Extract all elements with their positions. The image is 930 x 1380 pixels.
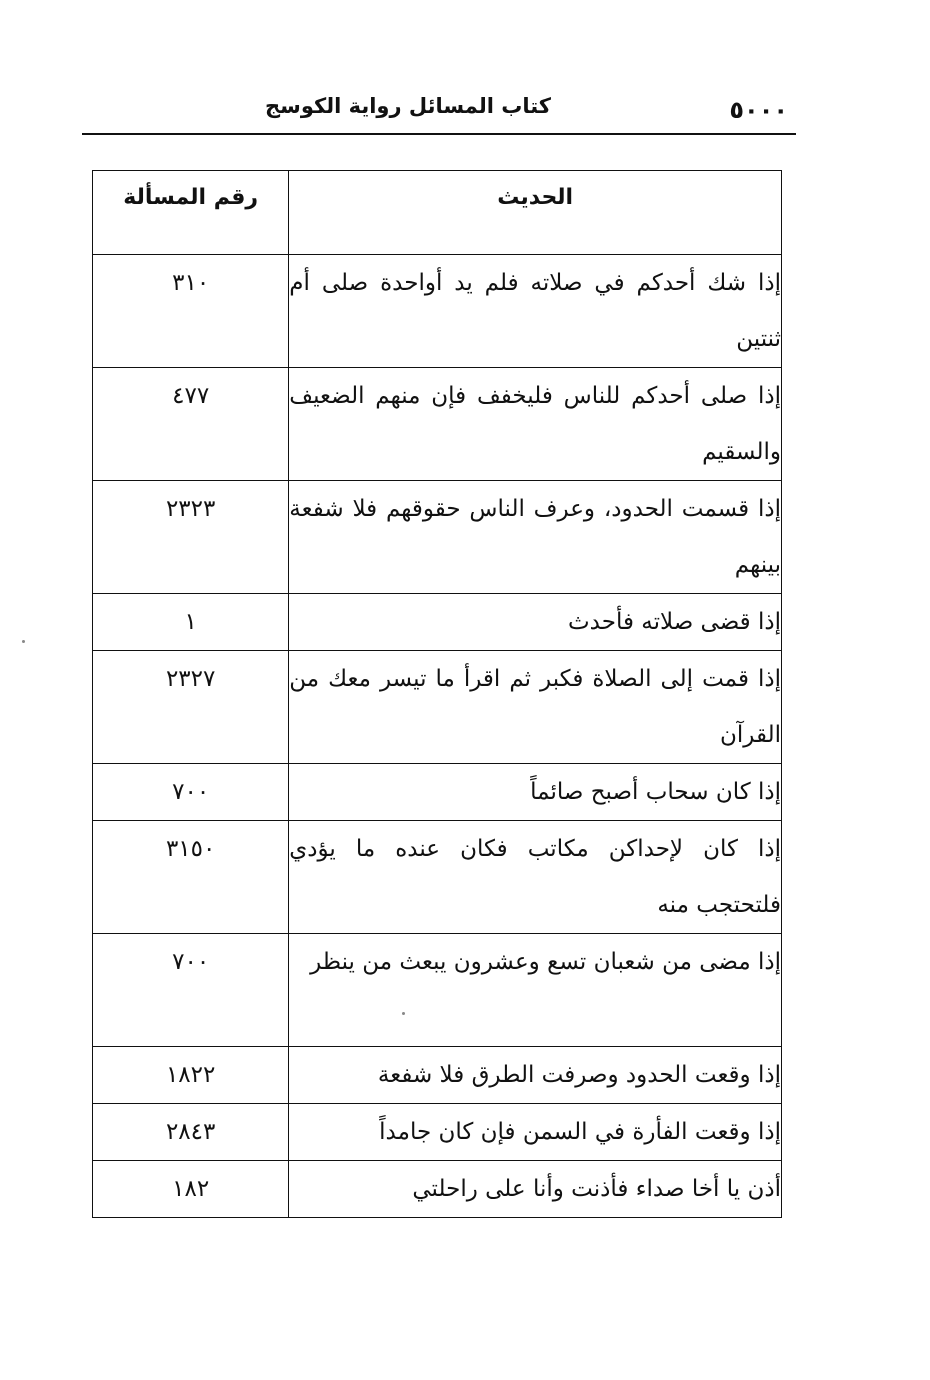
column-header-hadith: الحديث [289, 171, 782, 255]
hadith-text-cell: إذا قمت إلى الصلاة فكبر ثم اقرأ ما تيسر معك من القرآن [289, 651, 782, 764]
header-rule [82, 133, 796, 135]
running-header [82, 88, 796, 132]
hadith-text-cell: أذن يا أخا صداء فأذنت وأنا على راحلتي [289, 1161, 782, 1218]
hadith-text-cell: إذا مضى من شعبان تسع وعشرون يبعث من ينظر [289, 934, 782, 1047]
scan-speck [402, 1012, 405, 1015]
hadith-text-cell: إذا صلى أحدكم للناس فليخفف فإن منهم الضعيف والسقيم [289, 368, 782, 481]
table-body [93, 255, 782, 1218]
hadith-text-cell: إذا وقعت الحدود وصرفت الطرق فلا شفعة [289, 1047, 782, 1104]
table-row [93, 934, 782, 1047]
table-row [93, 1047, 782, 1104]
hadith-text-cell: إذا قضى صلاته فأحدث [289, 594, 782, 651]
table-row [93, 1161, 782, 1218]
issue-number-cell: ١٨٢٢ [93, 1047, 289, 1104]
hadith-text-cell: إذا وقعت الفأرة في السمن فإن كان جامداً [289, 1104, 782, 1161]
hadith-text-cell: إذا شك أحدكم في صلاته فلم يد أواحدة صلى أم ثنتين [289, 255, 782, 368]
table-row [93, 821, 782, 934]
issue-number-cell: ٢٣٢٧ [93, 651, 289, 764]
scan-speck [22, 640, 25, 643]
table-header-row [93, 171, 782, 255]
table-row [93, 651, 782, 764]
book-title: كتاب المسائل رواية الكوسج [265, 94, 551, 118]
table-row [93, 255, 782, 368]
issue-number-cell: ٧٠٠ [93, 934, 289, 1047]
hadith-text-cell: إذا قسمت الحدود، وعرف الناس حقوقهم فلا شفعة بينهم [289, 481, 782, 594]
issue-number-cell: ٣١٠ [93, 255, 289, 368]
issue-number-cell: ٧٠٠ [93, 764, 289, 821]
page-number: ٥٠٠٠ [729, 96, 788, 124]
table-row [93, 368, 782, 481]
hadith-index-table [92, 170, 782, 1218]
issue-number-cell: ١٨٢ [93, 1161, 289, 1218]
column-header-issue-number: رقم المسألة [93, 171, 289, 255]
issue-number-cell: ١ [93, 594, 289, 651]
table-row [93, 1104, 782, 1161]
issue-number-cell: ٢٣٢٣ [93, 481, 289, 594]
issue-number-cell: ٢٨٤٣ [93, 1104, 289, 1161]
table-row [93, 764, 782, 821]
issue-number-cell: ٤٧٧ [93, 368, 289, 481]
issue-number-cell: ٣١٥٠ [93, 821, 289, 934]
table-row [93, 594, 782, 651]
table-row [93, 481, 782, 594]
hadith-text-cell: إذا كان لإحداكن مكاتب فكان عنده ما يؤدي فلتحتجب منه [289, 821, 782, 934]
hadith-text-cell: إذا كان سحاب أصبح صائماً [289, 764, 782, 821]
